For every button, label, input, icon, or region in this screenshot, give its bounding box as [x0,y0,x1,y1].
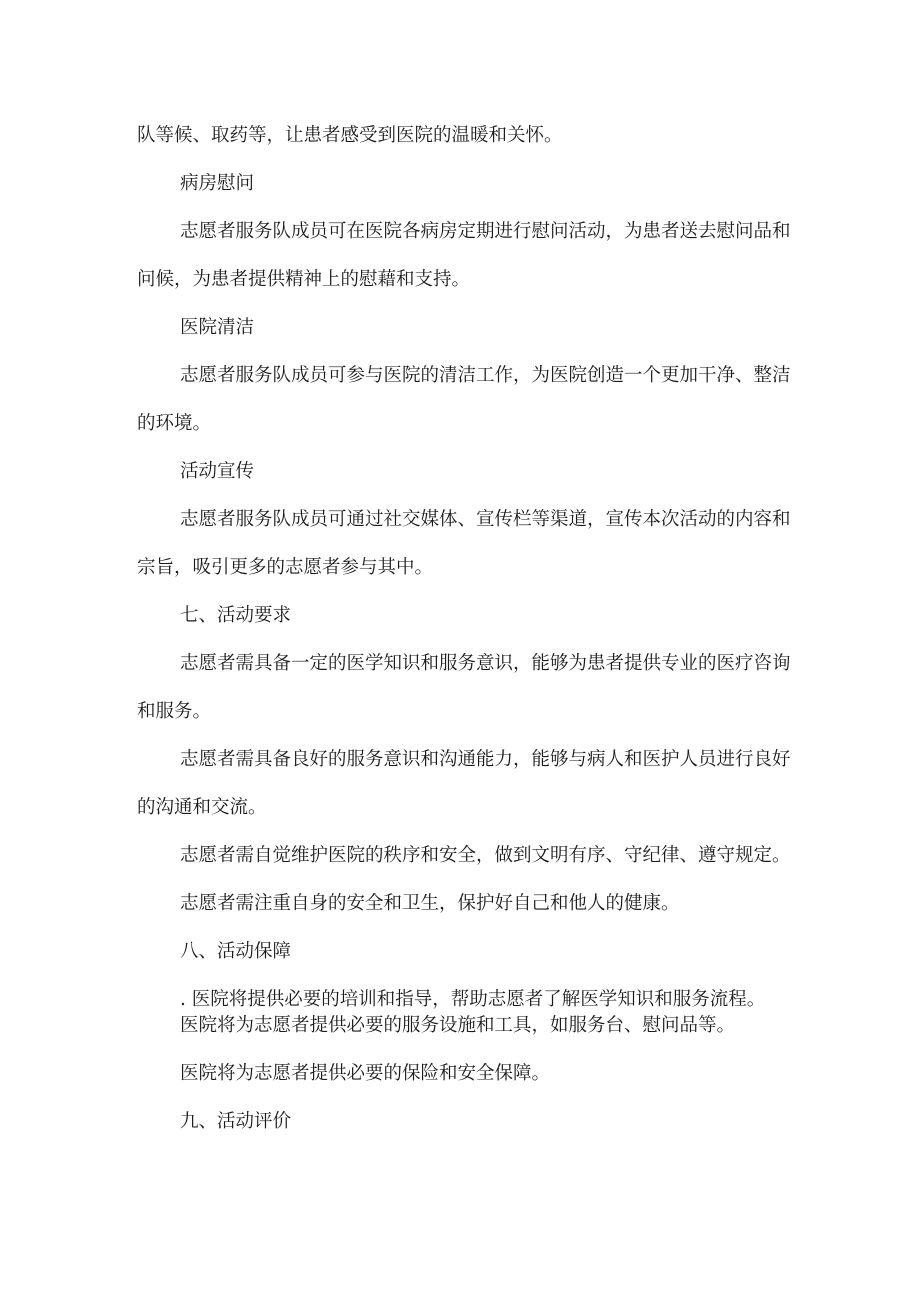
paragraph-line: . 医院将提供必要的培训和指导，帮助志愿者了解医学知识和服务流程。 [180,989,766,1010]
paragraph-line: 志愿者需具备一定的医学知识和服务意识，能够为患者提供专业的医疗咨询 [180,653,791,674]
section-heading-support: 八、活动保障 [180,941,292,962]
paragraph-continuation-line: 宗旨，吸引更多的志愿者参与其中。 [137,557,434,578]
paragraph-line: 医院将为志愿者提供必要的服务设施和工具，如服务台、慰问品等。 [180,1015,736,1036]
subheading-ward-visits: 病房慰问 [180,173,255,194]
subheading-promotion: 活动宣传 [180,461,255,482]
paragraph-continuation-line: 队等候、取药等，让患者感受到医院的温暖和关怀。 [137,125,563,146]
paragraph-continuation-line: 和服务。 [137,701,212,722]
paragraph-continuation-line: 的环境。 [137,413,212,434]
section-heading-requirements: 七、活动要求 [180,605,292,626]
paragraph-line: 志愿者服务队成员可参与医院的清洁工作，为医院创造一个更加干净、整洁 [180,365,791,386]
paragraph-line: 医院将为志愿者提供必要的保险和安全保障。 [180,1063,551,1084]
subheading-hospital-cleaning: 医院清洁 [180,317,255,338]
paragraph-line: 志愿者服务队成员可在医院各病房定期进行慰问活动，为患者送去慰问品和 [180,221,791,242]
paragraph-line: 志愿者需具备良好的服务意识和沟通能力，能够与病人和医护人员进行良好 [180,749,791,770]
paragraph-line: 志愿者需自觉维护医院的秩序和安全，做到文明有序、守纪律、遵守规定。 [180,845,791,866]
paragraph-continuation-line: 问候，为患者提供精神上的慰藉和支持。 [137,269,471,290]
paragraph-continuation-line: 的沟通和交流。 [137,797,267,818]
section-heading-evaluation: 九、活动评价 [180,1111,292,1132]
paragraph-line: 志愿者服务队成员可通过社交媒体、宣传栏等渠道，宣传本次活动的内容和 [180,509,791,530]
paragraph-line: 志愿者需注重自身的安全和卫生，保护好自己和他人的健康。 [180,893,680,914]
